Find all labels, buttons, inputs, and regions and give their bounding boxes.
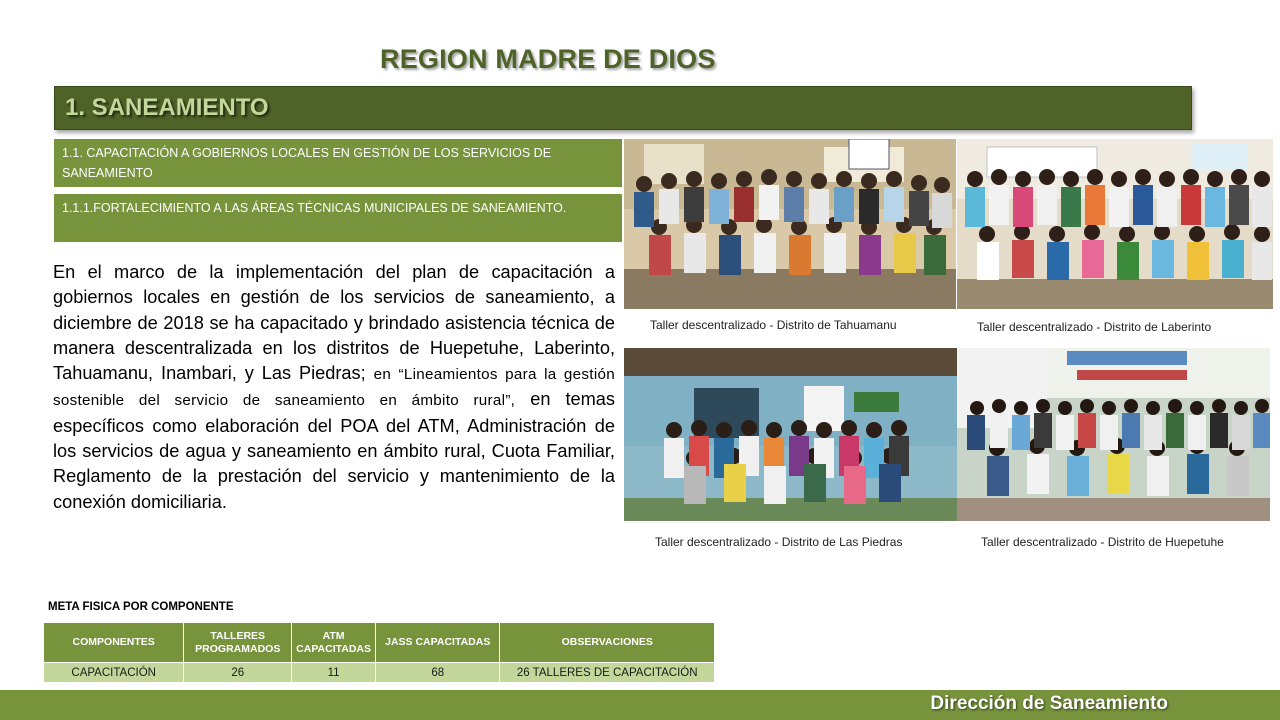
caption-las-piedras: Taller descentralizado - Distrito de Las Piedras [655,535,903,549]
cell-componente: CAPACITACIÓN [44,663,184,683]
body-text-quote: en “Lineamientos para la gestión sostenible del servicio de saneamiento en ámbito rural”, [53,366,615,410]
footer-bar [0,690,1280,720]
photo-huepetuhe [957,348,1270,521]
header-talleres: TALLERES PROGRAMADOS [184,623,292,663]
caption-laberinto: Taller descentralizado - Distrito de Laberinto [977,320,1212,334]
header-componentes: COMPONENTES [44,623,184,663]
meta-table [43,622,715,683]
header-atm: ATM CAPACITADAS [292,623,376,663]
cell-jass: 68 [376,663,500,683]
header-jass: JASS CAPACITADAS [376,623,500,663]
table-header-row [44,623,715,663]
table-row [44,663,715,683]
cell-atm: 11 [292,663,376,683]
footer-label: Dirección de Saneamiento [930,693,1168,714]
caption-huepetuhe: Taller descentralizado - Distrito de Huepetuhe [981,535,1224,549]
cell-talleres: 26 [184,663,292,683]
photo-las-piedras [624,348,957,521]
photo-laberinto [957,139,1273,309]
header-observaciones: OBSERVACIONES [500,623,715,663]
meta-table-title: META FISICA POR COMPONENTE [48,601,234,613]
region-title: REGION MADRE DE DIOS [380,44,716,74]
body-text-part1: En el marco de la implementación del plan de capacitación a gobiernos locales en gestión de los servicios de saneamiento, a diciembre de 2018 se ha capacitado y brindado asistencia técnica de manera descentralizada en los distritos de Huepetuhe, Laberinto, Tahuamanu, Inambari, y Las Piedras; [53,262,615,384]
caption-tahuamanu: Taller descentralizado - Distrito de Tahuamanu [650,318,897,332]
section-title-bar [54,86,1192,130]
body-text-part2: en temas específicos como elaboración del POA del ATM, Administración de los servicios de agua y saneamiento en ámbito rural, Cuota Familiar, Reglamento de la prestación del servicio y mantenimiento de la conexión domiciliaria. [53,389,615,512]
cell-observaciones: 26 TALLERES DE CAPACITACIÓN [500,663,715,683]
subsection-capacitacion: 1.1. CAPACITACIÓN A GOBIERNOS LOCALES EN GESTIÓN DE LOS SERVICIOS DE SANEAMIENTO [54,139,622,187]
section-title: 1. SANEAMIENTO [65,94,269,121]
body-paragraph [53,260,615,515]
subsection-fortalecimiento: 1.1.1.FORTALECIMIENTO A LAS ÁREAS TÉCNICAS MUNICIPALES DE SANEAMIENTO. [54,194,622,242]
photo-tahuamanu [624,139,956,309]
